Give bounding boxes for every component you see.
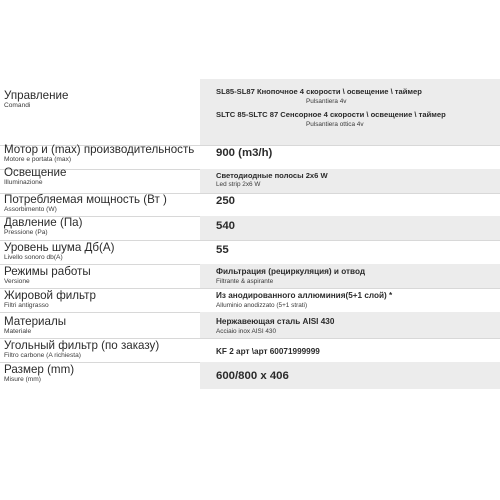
row-value-cell bbox=[200, 169, 500, 193]
row-label-ru: Размер (mm) bbox=[4, 363, 75, 376]
row-value: 540 bbox=[216, 220, 236, 232]
row-value-it: Acciaio inox AISI 430 bbox=[216, 328, 277, 335]
row-label-it: Versione bbox=[4, 278, 30, 285]
row-label-group bbox=[4, 265, 200, 286]
row-label-ru: Материалы bbox=[4, 315, 67, 328]
spec-row-lighting bbox=[0, 166, 500, 194]
row-label-ru: Режимы работы bbox=[4, 265, 91, 278]
spec-row-mode bbox=[0, 264, 500, 289]
row-label-group bbox=[4, 166, 200, 187]
row-label-it: Filtro carbone (A richiesta) bbox=[4, 352, 81, 359]
row-value: 600/800 x 406 bbox=[216, 370, 289, 382]
row-label-group bbox=[4, 241, 200, 262]
row-label-group bbox=[4, 315, 200, 336]
row-label-group bbox=[4, 289, 200, 310]
row-value-cell bbox=[200, 193, 500, 216]
row-value: Из анодированного аллюминия(5+1 слой) * bbox=[216, 291, 393, 300]
row-value-cell bbox=[200, 240, 500, 264]
row-label-it: Comandi bbox=[4, 102, 31, 109]
controls-line-1-it: Pulsantiera 4v bbox=[306, 98, 347, 105]
controls-line-2: SLTC 85-SLTC 87 Сенсорное 4 скорости \ освещение \ таймер bbox=[216, 110, 446, 119]
row-label-ru: Освещение bbox=[4, 166, 67, 179]
row-value: Фильтрация (рециркуляция) и отвод bbox=[216, 267, 366, 276]
row-value-cell bbox=[200, 288, 500, 312]
row-label-it: Assorbimento (W) bbox=[4, 206, 57, 213]
row-value-cell bbox=[200, 145, 500, 169]
row-label-group bbox=[4, 339, 200, 360]
row-value: 55 bbox=[216, 244, 229, 256]
controls-line-1: SL85-SL87 Кнопочное 4 скорости \ освещение \ таймер bbox=[216, 87, 422, 96]
row-value-cell bbox=[200, 264, 500, 288]
row-label-group bbox=[4, 193, 200, 214]
row-label-ru: Потребляемая мощность (Вт ) bbox=[4, 193, 167, 206]
row-label-group bbox=[4, 89, 200, 110]
row-value-cell bbox=[200, 338, 500, 362]
row-label-it: Pressione (Pa) bbox=[4, 229, 48, 236]
spec-row-noise bbox=[0, 240, 500, 265]
row-label-it: Materiale bbox=[4, 328, 32, 335]
row-label-group bbox=[4, 363, 200, 384]
row-value: 250 bbox=[216, 195, 236, 207]
spec-row-controls bbox=[0, 79, 500, 146]
row-label-it: Livello sonoro db(A) bbox=[4, 254, 63, 261]
row-value-cell bbox=[200, 312, 500, 338]
controls-line-2-it: Pulsantiera ottica 4v bbox=[306, 121, 364, 128]
row-value-cell bbox=[200, 216, 500, 240]
row-label-group bbox=[4, 216, 200, 237]
spec-row-size bbox=[0, 362, 500, 389]
row-label-ru: Управление bbox=[4, 89, 69, 102]
row-label-ru: Жировой фильтр bbox=[4, 289, 96, 302]
row-label-it: Filtri antigrasso bbox=[4, 302, 49, 309]
row-label-ru: Угольный фильтр (по заказу) bbox=[4, 339, 160, 352]
row-label-group bbox=[4, 143, 200, 164]
spec-row-material bbox=[0, 312, 500, 339]
spec-row-carbon-filter bbox=[0, 338, 500, 363]
spec-row-power bbox=[0, 193, 500, 217]
row-value: 900 (m3/h) bbox=[216, 147, 273, 159]
row-value: Нержавеющая сталь AISI 430 bbox=[216, 317, 335, 326]
row-value: Светодиодные полосы 2x6 W bbox=[216, 171, 328, 180]
spec-row-grease-filter bbox=[0, 288, 500, 313]
row-value-cell bbox=[200, 79, 500, 145]
row-value-it: Led strip 2x6 W bbox=[216, 181, 261, 188]
row-value-cell bbox=[200, 362, 500, 389]
row-label-ru: Давление (Па) bbox=[4, 216, 83, 229]
row-label-it: Illuminazione bbox=[4, 179, 43, 186]
row-label-it: Motore e portata (max) bbox=[4, 156, 72, 163]
row-value-it: Alluminio anodizzato (5+1 strati) bbox=[216, 302, 308, 309]
row-label-ru: Уровень шума Дб(A) bbox=[4, 241, 115, 254]
spec-row-pressure bbox=[0, 216, 500, 241]
row-value-it: Filtrante & aspirante bbox=[216, 278, 274, 285]
row-label-it: Misure (mm) bbox=[4, 376, 41, 383]
row-label-ru: Мотор и (max) производительность bbox=[4, 143, 195, 156]
row-value: KF 2 арт \арт 60071999999 bbox=[216, 347, 320, 356]
